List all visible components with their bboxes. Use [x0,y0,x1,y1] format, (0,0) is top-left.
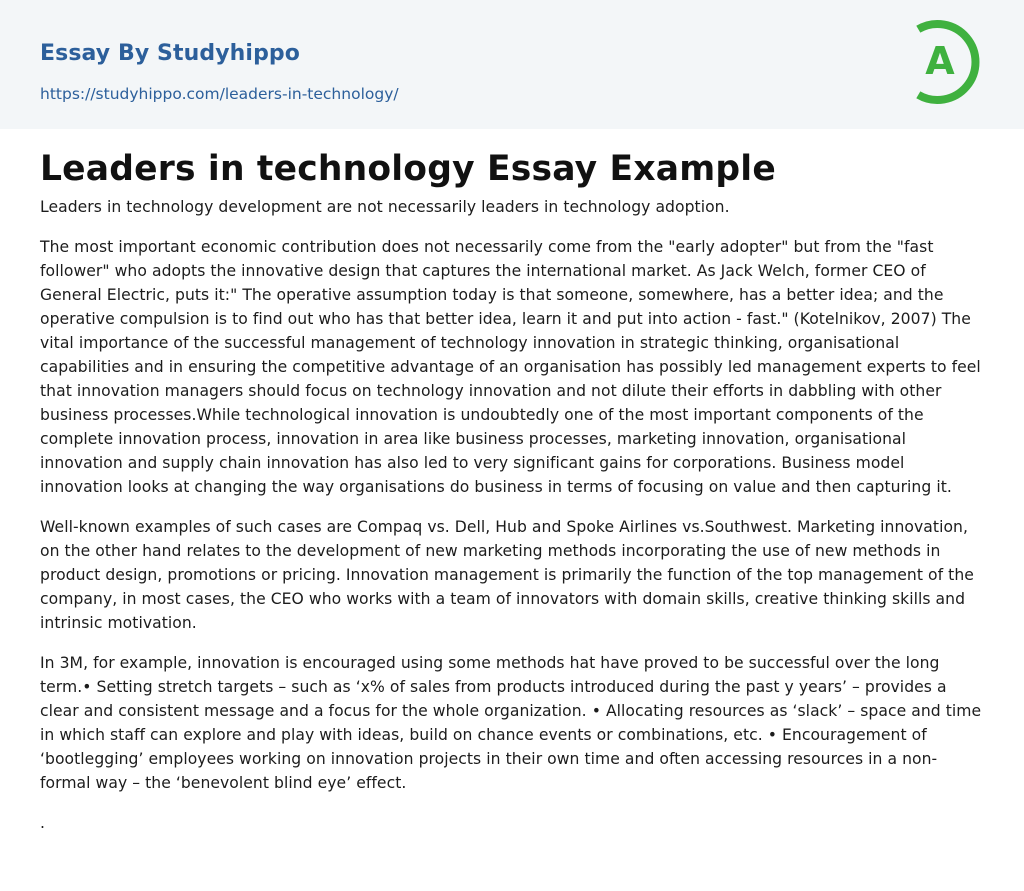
studyhippo-logo-icon[interactable] [912,18,988,106]
article-paragraph-3: Well-known examples of such cases are Compaq vs. Dell, Hub and Spoke Airlines vs.Southwest. Marketing innovation, on the other hand relates to the development of new marketing methods incorporating the use of new methods in product design, promotions or pricing. Innovation management is primarily the function of the top management of the company, in most cases, the CEO who works with a team of innovators with domain skills, creative thinking skills and intrinsic motivation. [40,518,974,632]
article-body [0,147,1024,835]
article-paragraph-5: . [40,814,46,832]
site-header [0,0,1024,129]
article-paragraph-4: In 3M, for example, innovation is encouraged using some methods hat have proved to be successful over the long term.• Setting stretch targets – such as ‘x% of sales from products introduced during the past y years’ – provides a clear and consistent message and a focus for the whole organization. • Allocating resources as ‘slack’ – space and time in which staff can explore and play with ideas, build on chance events or combinations, etc. • Encouragement of ‘bootlegging’ employees working on innovation projects in their own time and often accessing resources in a non-formal way – the ‘benevolent blind eye’ effect. [40,654,982,792]
logo-letter: A [925,39,955,83]
article-paragraph-2: The most important economic contribution does not necessarily come from the "early adopter" but from the "fast follower" who adopts the innovative design that captures the international market. As Jack Welch, former CEO of General Electric, puts it:" The operative assumption today is that someone, somewhere, has a better idea; and the operative compulsion is to find out who has that better idea, learn it and put into action - fast." (Kotelnikov, 2007) The vital importance of the successful management of technology innovation in strategic thinking, organisational capabilities and in ensuring the competitive advantage of an organisation has possibly led management experts to feel that innovation managers should focus on technology innovation and not dilute their efforts in dabbling with other business processes.While technological innovation is undoubtedly one of the most important components of the complete innovation process, innovation in area like business processes, marketing innovation, organisational innovation and supply chain innovation has also led to very significant gains for corporations. Business model innovation looks at changing the way organisations do business in terms of focusing on value and then capturing it. [40,238,981,496]
article-paragraph-1: Leaders in technology development are not necessarily leaders in technology adoption. [40,198,730,216]
article-title: Leaders in technology Essay Example [40,149,776,189]
site-title[interactable]: Essay By Studyhippo [40,41,300,66]
article-url-link[interactable]: https://studyhippo.com/leaders-in-technology/ [40,85,399,103]
